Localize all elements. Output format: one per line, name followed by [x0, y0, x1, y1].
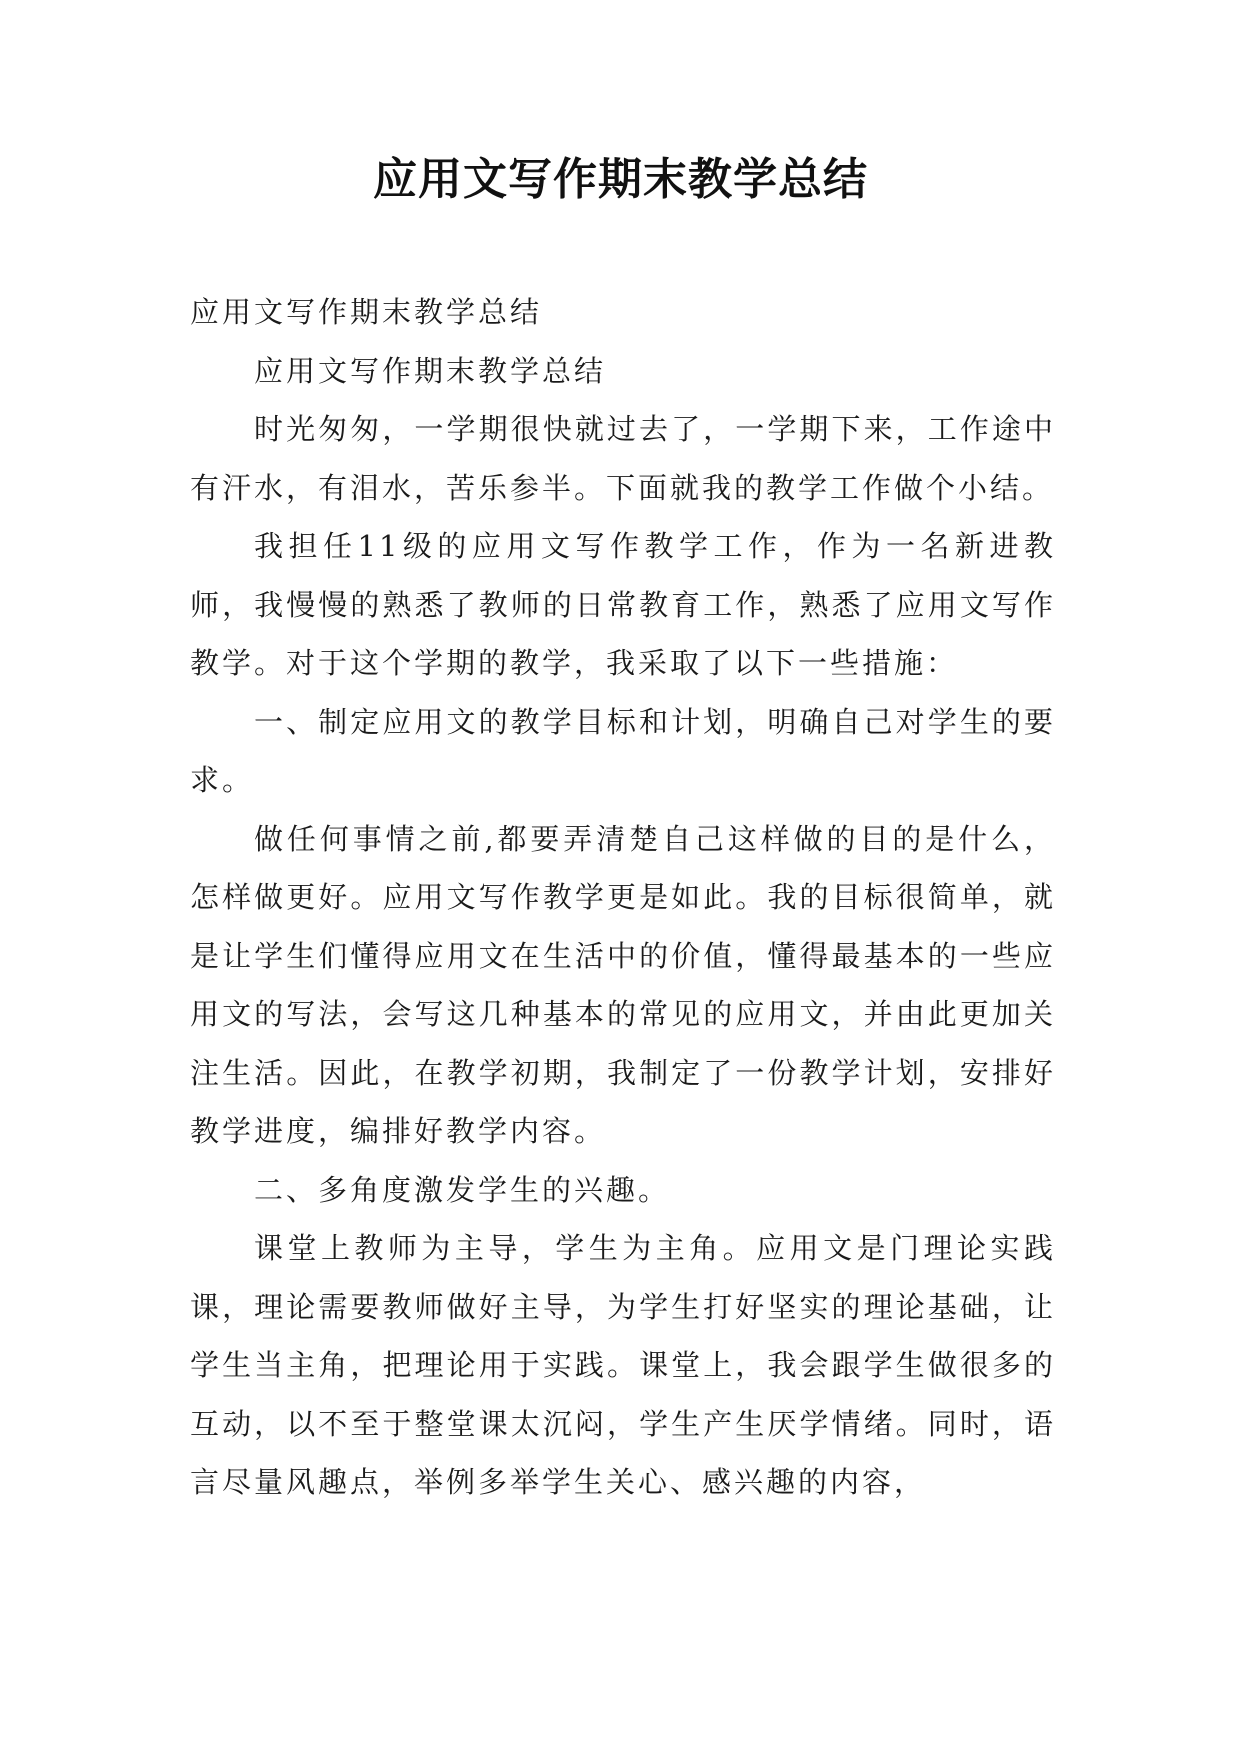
paragraph: 应用文写作期末教学总结: [190, 295, 543, 329]
paragraph: 应用文写作期末教学总结: [254, 353, 607, 388]
document-body: [190, 283, 1056, 1512]
paragraph: 时光匆匆，一学期很快就过去了，一学期下来，工作途中有汗水，有泪水，苦乐参半。下面就我的教学工作做个小结。: [190, 412, 1056, 505]
paragraph: 做任何事情之前,都要弄清楚自己这样做的目的是什么，怎样做更好。应用文写作教学更是如此。我的目标很简单，就是让学生们懂得应用文在生活中的价值，懂得最基本的一些应用文的写法，会写这几种基本的常见的应用文，并由此更加关注生活。因此，在教学初期，我制定了一份教学计划，安排好教学进度，编排好教学内容。: [190, 821, 1056, 1148]
paragraph: 二、多角度激发学生的兴趣。: [254, 1172, 671, 1207]
paragraph: 一、制定应用文的教学目标和计划，明确自己对学生的要求。: [190, 704, 1056, 797]
paragraph: 我担任11级的应用文写作教学工作，作为一名新进教师，我慢慢的熟悉了教师的日常教育工作，熟悉了应用文写作教学。对于这个学期的教学，我采取了以下一些措施：: [190, 529, 1056, 680]
paragraph: 课堂上教师为主导，学生为主角。应用文是门理论实践课，理论需要教师做好主导，为学生打好坚实的理论基础，让学生当主角，把理论用于实践。课堂上，我会跟学生做很多的互动，以不至于整堂课太沉闷，学生产生厌学情绪。同时，语言尽量风趣点，举例多举学生关心、感兴趣的内容，: [190, 1231, 1056, 1499]
document-title: 应用文写作期末教学总结: [373, 154, 868, 205]
